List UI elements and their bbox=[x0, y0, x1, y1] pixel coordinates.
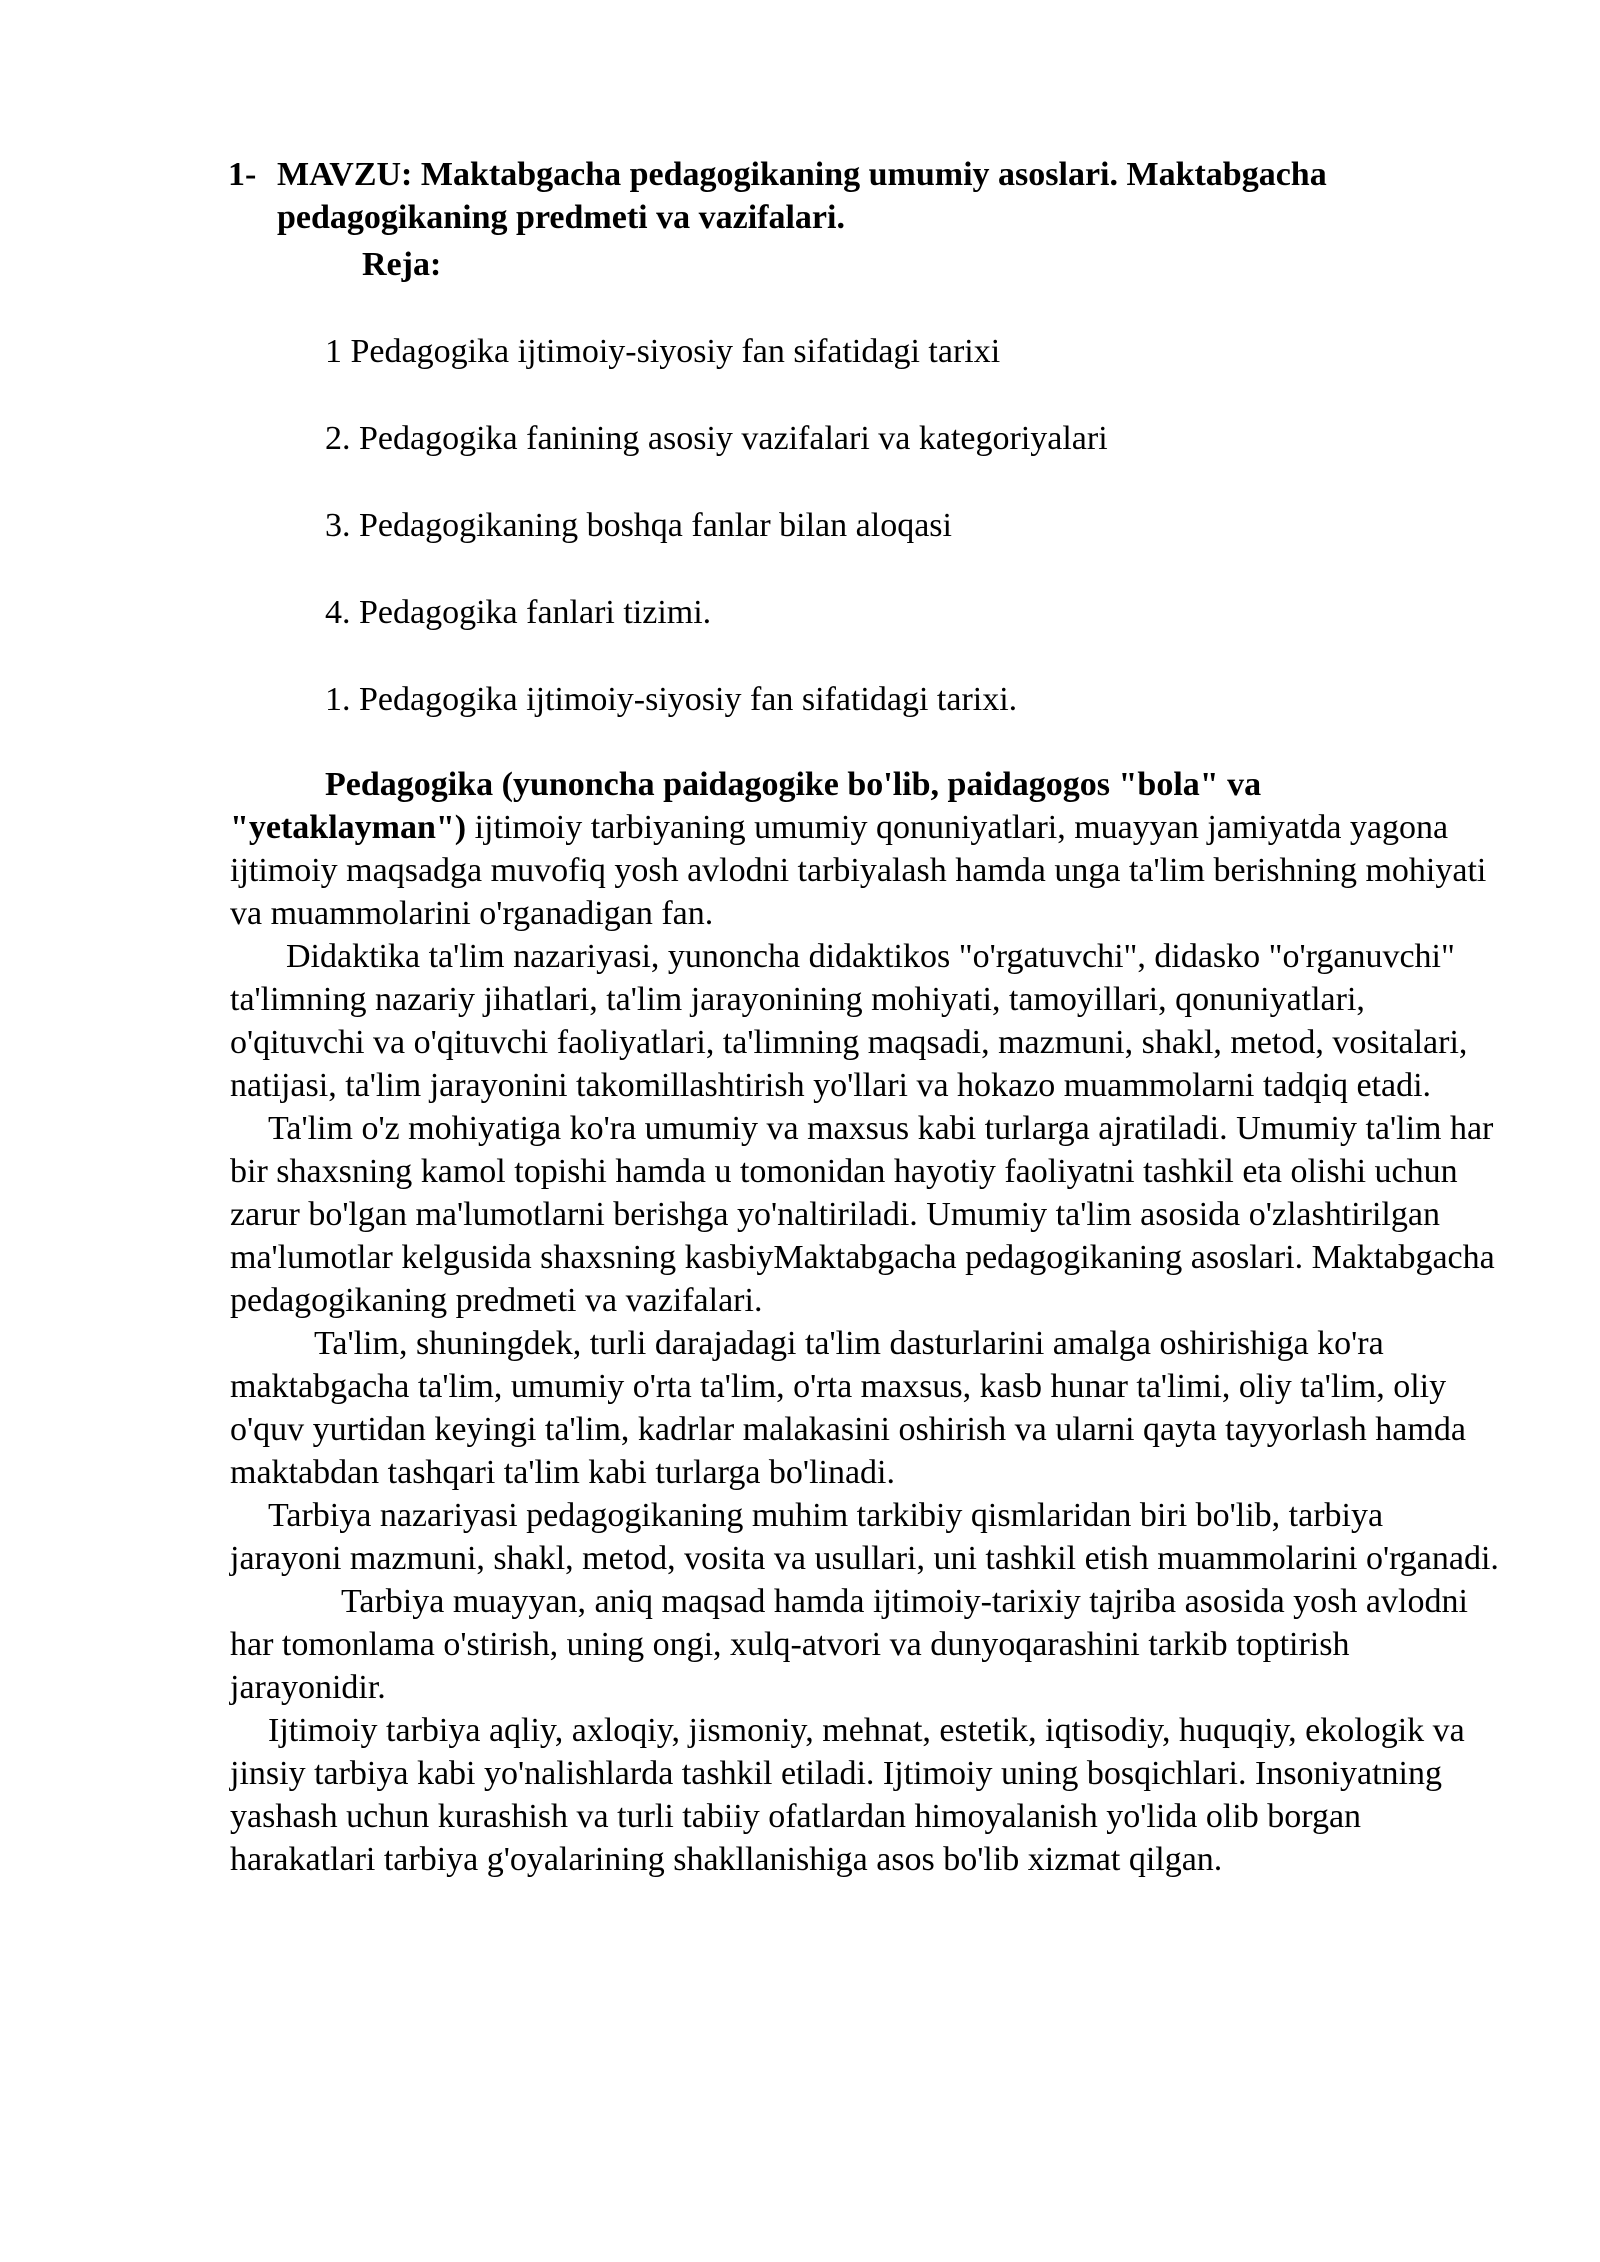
paragraph-tarbiya-nazariyasi: Tarbiya nazariyasi pedagogikaning muhim tarkibiy qismlaridan biri bo'lib, tarbiya jarayoni mazmuni, shakl, metod, vosita va usullari, uni tashkil etish muammolarini o'rganadi. bbox=[230, 1497, 1499, 1577]
topic-title bbox=[228, 153, 1488, 239]
topic-number: 1- bbox=[228, 156, 257, 193]
paragraph-pedagogika bbox=[230, 763, 1500, 935]
paragraph-talim-darajalari: Ta'lim, shuningdek, turli darajadagi ta'lim dasturlarini amalga oshirishiga ko'ra maktabgacha ta'lim, umumiy o'rta ta'lim, o'rta maxsus, kasb hunar ta'limi, oliy ta'lim, oliy o'quv yurtidan keyingi ta'lim, kadrlar malakasini oshirish va ularni qayta tayyorlash hamda maktabdan tashqari ta'lim kabi turlarga bo'linadi. bbox=[230, 1325, 1466, 1491]
paragraph-ijtimoiy-tarbiya: Ijtimoiy tarbiya aqliy, axloqiy, jismoniy, mehnat, estetik, iqtisodiy, huquqiy, ekologik va jinsiy tarbiya kabi yo'nalishlarda tashkil etiladi. Ijtimoiy uning bosqichlari. Insoniyatning yashash uchun kurashish va turli tabiiy ofatlardan himoyalanish yo'lida olib borgan harakatlari tarbiya g'oyalarining shakllanishiga asos bo'lib xizmat qilgan. bbox=[230, 1712, 1465, 1878]
plan-item: 3. Pedagogikaning boshqa fanlar bilan aloqasi bbox=[325, 507, 952, 544]
paragraph-bold-lead: Pedagogika (yunoncha paidagogike bo'lib, paidagogos "bola" va "yetaklayman") bbox=[230, 766, 1262, 846]
plan-item: 4. Pedagogika fanlari tizimi. bbox=[325, 594, 712, 631]
plan-item: 2. Pedagogika fanining asosiy vazifalari va kategoriyalari bbox=[325, 420, 1108, 457]
paragraph-rest: ijtimoiy tarbiyaning umumiy qonuniyatlari, muayyan jamiyatda yagona ijtimoiy maqsadga muvofiq yosh avlodni tarbiyalash hamda unga ta'lim berishning mohiyati va muammolarini o'rganadigan fan. bbox=[230, 809, 1487, 932]
paragraph-tarbiya: Tarbiya muayyan, aniq maqsad hamda ijtimoiy-tarixiy tajriba asosida yosh avlodni har tomonlama o'stirish, uning ongi, xulq-atvori va dunyoqarashini tarkib toptirish jarayonidir. bbox=[230, 1583, 1468, 1706]
paragraph-talim-turlari: Ta'lim o'z mohiyatiga ko'ra umumiy va maxsus kabi turlarga ajratiladi. Umumiy ta'lim har bir shaxsning kamol topishi hamda u tomonidan hayotiy faoliyatni tashkil eta olishi uchun zarur bo'lgan ma'lumotlarni berishga yo'naltiriladi. Umumiy ta'lim asosida o'zlashtirilgan ma'lumotlar kelgusida shaxsning kasbiyMaktabgacha pedagogikaning asoslari. Maktabgacha pedagogikaning predmeti va vazifalari. bbox=[230, 1110, 1495, 1319]
plan-item: 1 Pedagogika ijtimoiy-siyosiy fan sifatidagi tarixi bbox=[325, 333, 1001, 370]
plan-heading: Reja: bbox=[362, 246, 442, 283]
topic-title-text: MAVZU: Maktabgacha pedagogikaning umumiy asoslari. Maktabgacha pedagogikaning predmeti va vazifalari. bbox=[277, 156, 1327, 236]
paragraph-didaktika: Didaktika ta'lim nazariyasi, yunoncha didaktikos "o'rgatuvchi", didasko "o'rganuvchi" ta'limning nazariy jihatlari, ta'lim jarayonining mohiyati, tamoyillari, qonuniyatlari, o'qituvchi va o'qituvchi faoliyatlari, ta'limning maqsadi, mazmuni, shakl, metod, vositalari, natijasi, ta'lim jarayonini takomillashtirish yo'llari va hokazo muammolarni tadqiq etadi. bbox=[230, 938, 1468, 1104]
body-text bbox=[230, 763, 1500, 1881]
plan-item: 1. Pedagogika ijtimoiy-siyosiy fan sifatidagi tarixi. bbox=[325, 681, 1018, 718]
